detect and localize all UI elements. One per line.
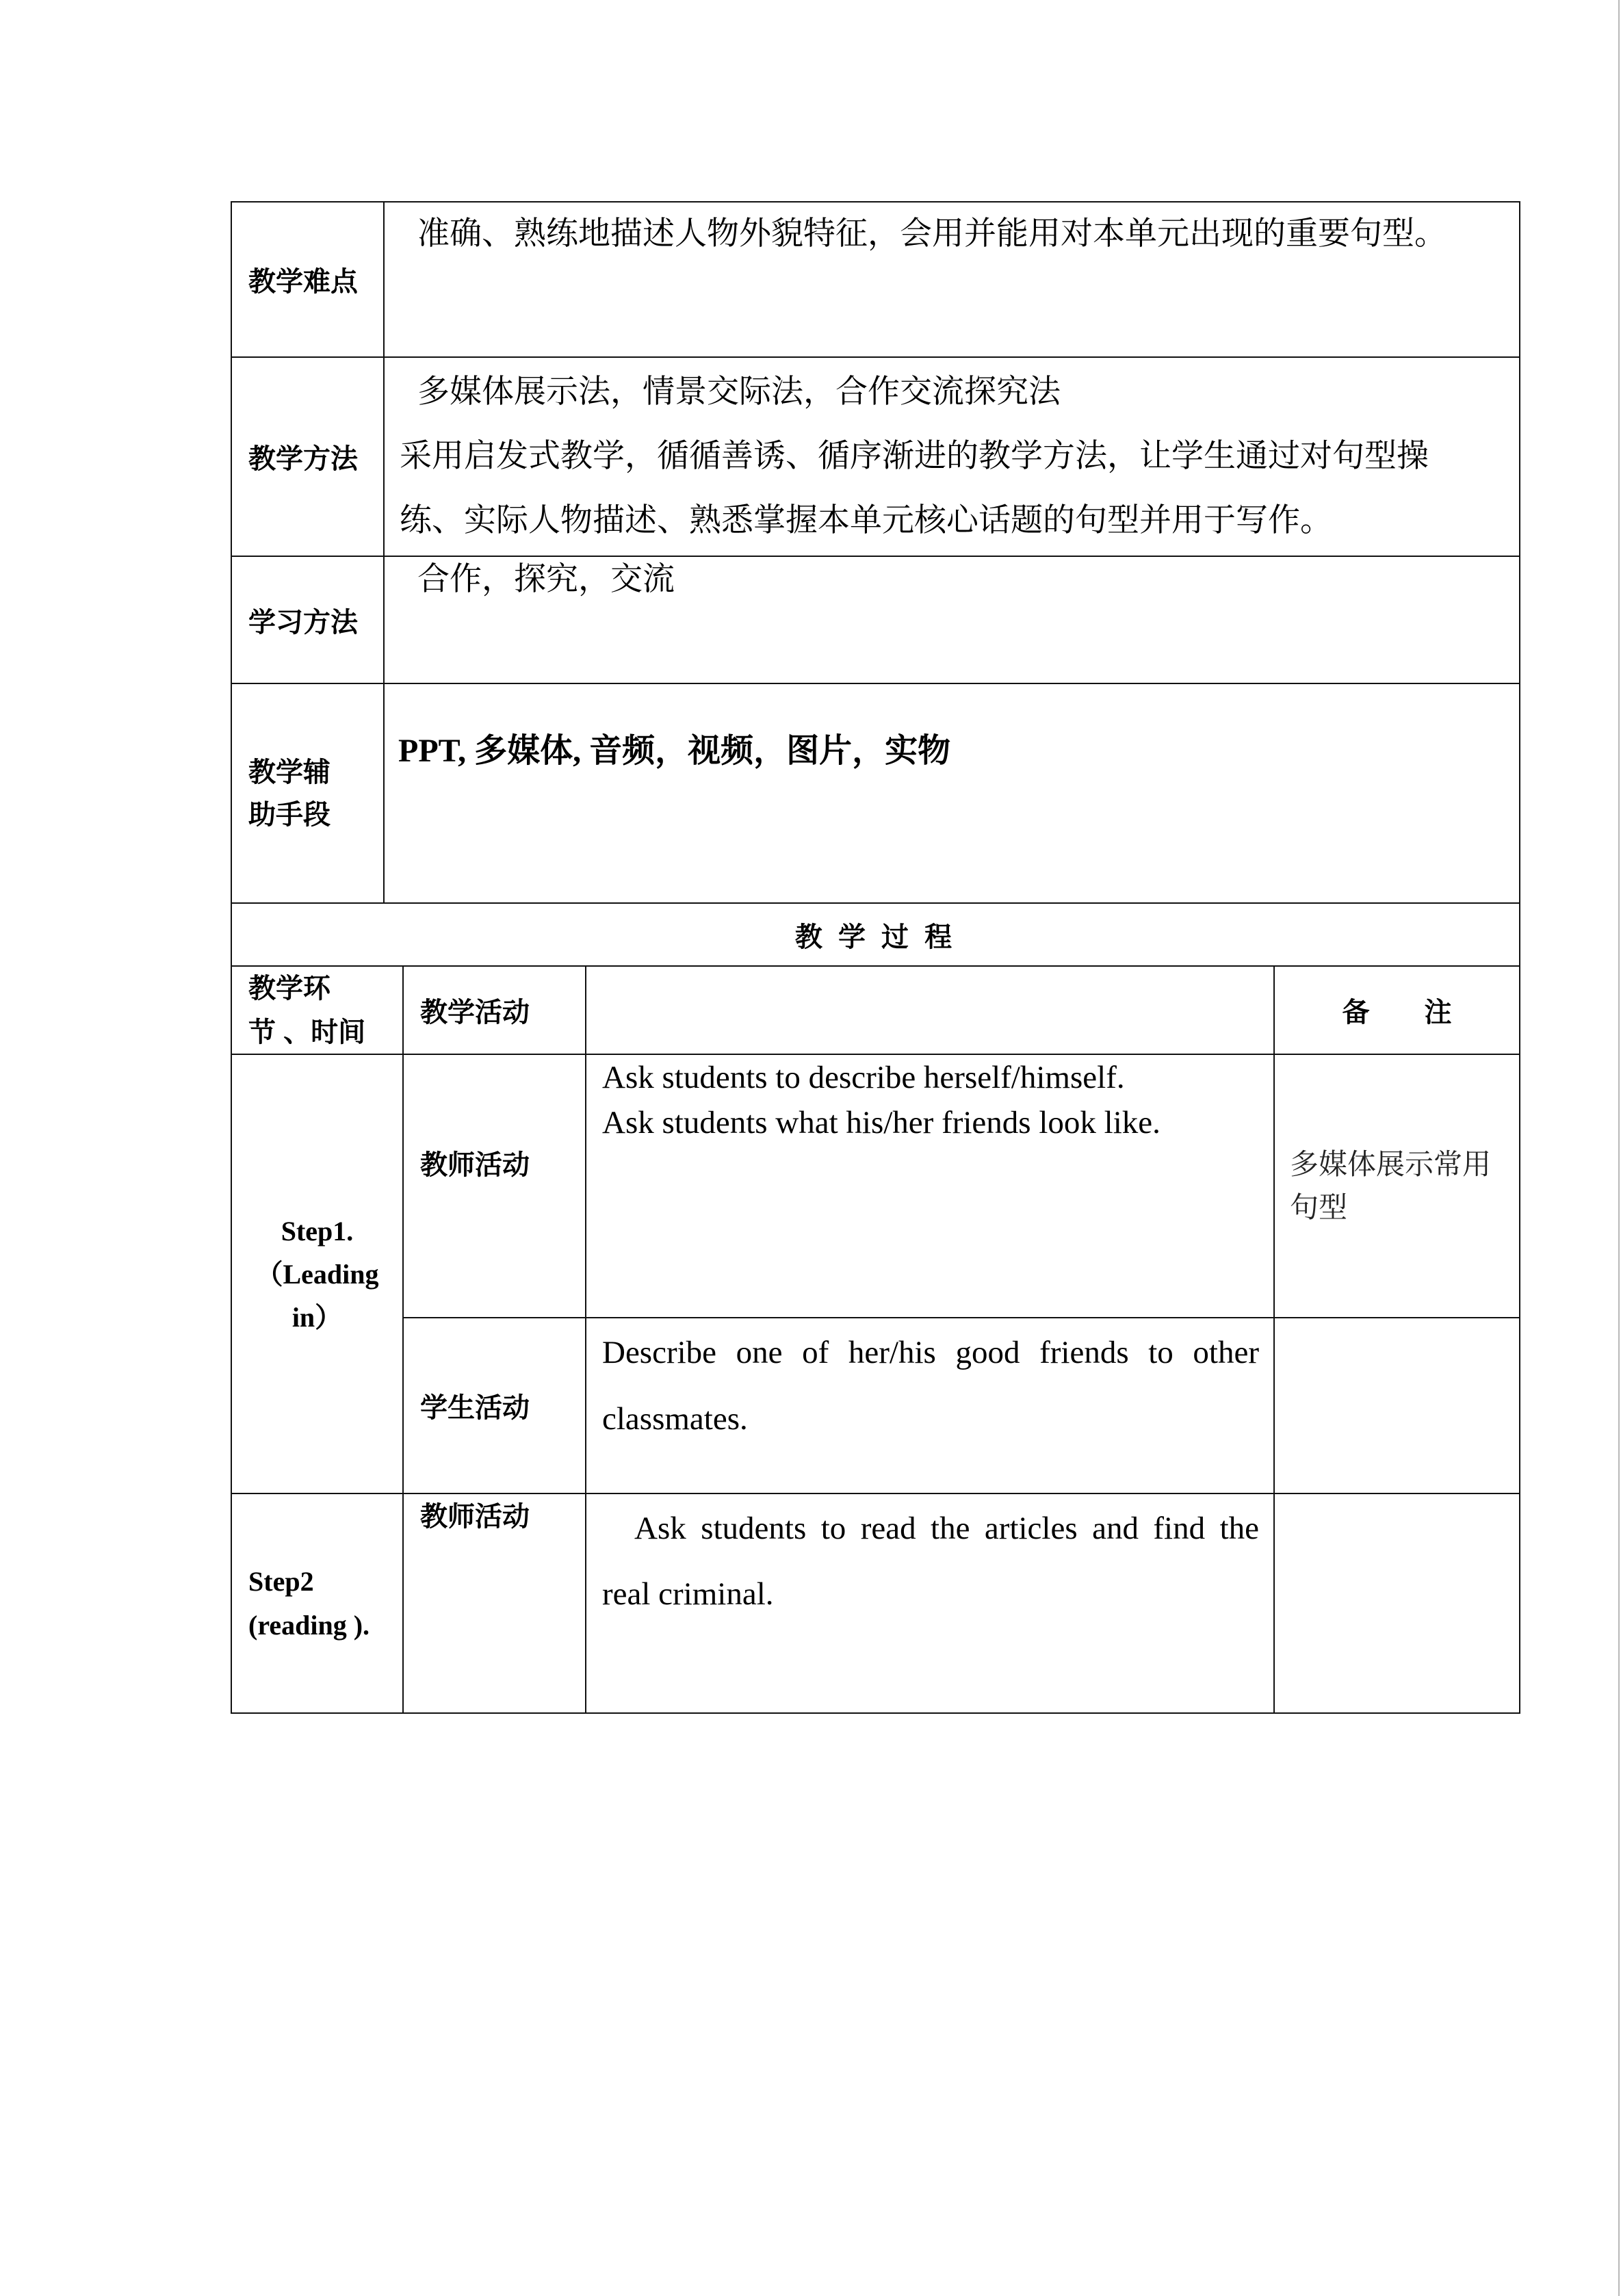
teaching-method-line: 多媒体展示法，情景交际法，合作交流探究法 bbox=[417, 374, 1061, 410]
teaching-method-label-cell bbox=[231, 356, 385, 557]
step1-student-role-cell bbox=[402, 1317, 586, 1494]
step1-remark-line: 句型 bbox=[1290, 1192, 1348, 1224]
step1-teacher-role-cell bbox=[402, 1054, 586, 1318]
teaching-method-content-cell bbox=[383, 356, 1520, 557]
page-edge bbox=[1618, 0, 1620, 2296]
process-title: 教 学 过 程 bbox=[794, 922, 957, 952]
difficulty-content-cell bbox=[383, 201, 1520, 358]
teaching-aids-label-cell bbox=[231, 683, 385, 904]
step1-label-line: Step1. bbox=[281, 1215, 354, 1247]
step2-teacher-content-cell bbox=[585, 1493, 1275, 1714]
step1-teacher-text bbox=[602, 1055, 1160, 1145]
difficulty-label: 教学难点 bbox=[248, 267, 358, 297]
learning-method-content-cell bbox=[383, 556, 1520, 684]
step1-student-line: Describe one of her/his good friends to other bbox=[602, 1335, 1259, 1370]
step1-label-line: in） bbox=[291, 1301, 343, 1333]
teaching-aids-content-cell bbox=[383, 683, 1520, 904]
header-activity-cell bbox=[402, 965, 586, 1055]
process-title-cell bbox=[231, 902, 1520, 967]
step1-label-cell bbox=[231, 1054, 404, 1494]
header-stage-line: 教学环 bbox=[248, 973, 330, 1004]
header-activity-label: 教学活动 bbox=[420, 997, 530, 1028]
step2-label-line: Step2 bbox=[248, 1565, 314, 1597]
header-detail-cell bbox=[585, 965, 1275, 1055]
learning-method-text: 合作，探究，交流 bbox=[417, 562, 675, 597]
step1-student-line: classmates. bbox=[602, 1401, 748, 1437]
step1-teacher-line: Ask students what his/her friends look like. bbox=[602, 1105, 1160, 1140]
step1-student-role: 学生活动 bbox=[420, 1393, 530, 1423]
step1-teacher-remark bbox=[1290, 1144, 1491, 1230]
header-remarks-cell bbox=[1273, 965, 1520, 1055]
step2-teacher-remark-cell bbox=[1273, 1493, 1520, 1714]
header-remarks-label: 备 注 bbox=[1342, 997, 1452, 1028]
step1-teacher-line: Ask students to describe herself/himself. bbox=[602, 1060, 1125, 1095]
step1-remark-line: 多媒体展示常用 bbox=[1290, 1149, 1492, 1181]
step1-student-remark-cell bbox=[1273, 1317, 1520, 1494]
teaching-aids-text: PPT, 多媒体, 音频，视频，图片，实物 bbox=[398, 733, 951, 769]
difficulty-text: 准确、熟练地描述人物外貌特征，会用并能用对本单元出现的重要句型。 bbox=[417, 216, 1447, 252]
step2-teacher-line: real criminal. bbox=[602, 1576, 774, 1612]
learning-method-label-cell bbox=[231, 556, 385, 684]
teaching-method-line: 练、实际人物描述、熟悉掌握本单元核心话题的句型并用于写作。 bbox=[400, 503, 1332, 538]
step1-student-content-cell bbox=[585, 1317, 1275, 1494]
teaching-method-label: 教学方法 bbox=[248, 444, 358, 474]
difficulty-label-cell bbox=[231, 201, 385, 358]
teaching-aids-label-line: 助手段 bbox=[248, 799, 330, 830]
step1-teacher-content-cell bbox=[585, 1054, 1275, 1318]
teaching-aids-label-line: 教学辅 bbox=[248, 757, 330, 787]
teaching-method-text bbox=[400, 360, 1429, 553]
learning-method-label: 学习方法 bbox=[248, 607, 358, 638]
teaching-method-line: 采用启发式教学，循循善诱、循序渐进的教学方法，让学生通过对句型操 bbox=[400, 439, 1429, 474]
step2-teacher-role-cell bbox=[402, 1493, 586, 1714]
step2-label-line: (reading ). bbox=[248, 1609, 370, 1641]
step2-teacher-line: Ask students to read the articles and find the bbox=[634, 1511, 1259, 1546]
step1-teacher-role: 教师活动 bbox=[420, 1150, 530, 1180]
step2-teacher-text bbox=[602, 1496, 1259, 1627]
step2-teacher-role: 教师活动 bbox=[420, 1502, 530, 1532]
step1-label-line: （Leading bbox=[255, 1258, 379, 1290]
header-stage-line: 节 、时间 bbox=[248, 1017, 366, 1047]
step1-student-text bbox=[602, 1320, 1259, 1452]
header-stage-cell bbox=[231, 965, 404, 1055]
step2-label-cell bbox=[231, 1493, 404, 1714]
step1-teacher-remark-cell bbox=[1273, 1054, 1520, 1318]
